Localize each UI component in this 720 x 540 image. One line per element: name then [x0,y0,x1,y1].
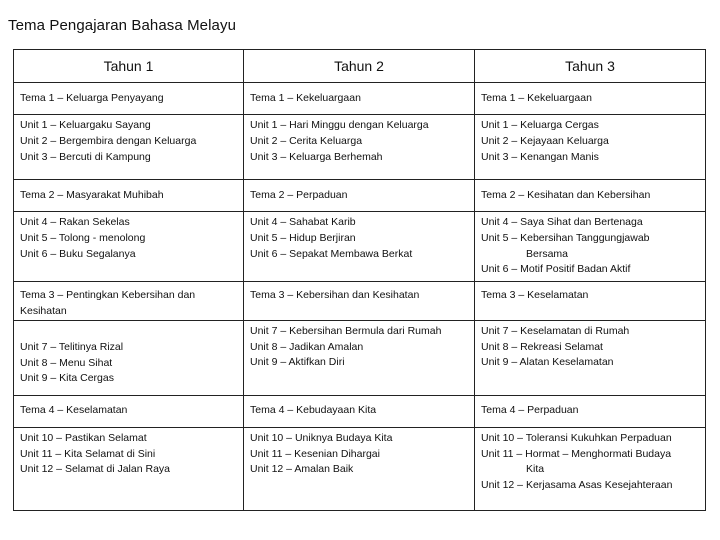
tema-cell: Tema 3 – Kebersihan dan Kesihatan [244,282,475,321]
unit-line: Unit 6 – Motif Positif Badan Aktif [481,263,631,276]
unit-line: Unit 12 – Kerjasama Asas Kesejahteraan [481,479,673,492]
unit-line: Unit 2 – Cerita Keluarga [250,134,363,147]
tema-cell: Tema 3 – Keselamatan [475,282,706,321]
unit-line: Unit 12 – Amalan Baik [250,463,354,476]
unit-line: Unit 2 – Kejayaan Keluarga [481,134,609,147]
units-cell [14,320,244,395]
header-tahun-2: Tahun 2 [244,50,475,83]
unit-line: Unit 8 – Jadikan Amalan [250,340,364,353]
tema-cell: Tema 1 – Keluarga Penyayang [14,83,244,115]
units-row [14,427,706,510]
unit-line: Unit 5 – Kebersihan Tanggungjawab [481,231,650,244]
units-row [14,115,706,180]
unit-line: Unit 7 – Telitinya Rizal [20,340,124,353]
unit-line: Unit 9 – Kita Cergas [20,372,114,385]
tema-cell: Tema 2 – Kesihatan dan Kebersihan [475,180,706,212]
units-cell [14,115,244,180]
tema-cell: Tema 1 – Kekeluargaan [475,83,706,115]
units-row [14,320,706,395]
units-cell [475,115,706,180]
tema-cell: Tema 4 – Kebudayaan Kita [244,395,475,427]
unit-line: Unit 2 – Bergembira dengan Keluarga [20,134,197,147]
units-cell [244,320,475,395]
unit-line: Unit 4 – Rakan Sekelas [20,216,130,228]
units-cell [475,320,706,395]
unit-line: Unit 6 – Buku Segalanya [20,247,136,260]
header-tahun-3: Tahun 3 [475,50,706,83]
tema-cell: Tema 2 – Perpaduan [244,180,475,212]
unit-line: Unit 11 – Kita Selamat di Sini [20,447,156,460]
tema-cell [14,282,244,321]
unit-line-continuation: Bersama [526,247,569,260]
page-title: Tema Pengajaran Bahasa Melayu [8,17,237,34]
unit-line: Unit 4 – Saya Sihat dan Bertenaga [481,216,643,228]
units-cell [244,115,475,180]
units-cell [475,427,706,510]
units-cell [475,212,706,282]
unit-line: Unit 1 – Keluargaku Sayang [20,119,151,131]
spacer [20,324,237,340]
units-row [14,212,706,282]
unit-line: Unit 4 – Sahabat Karib [250,216,356,228]
unit-line: Unit 1 – Hari Minggu dengan Keluarga [250,119,429,131]
unit-line: Unit 10 – Uniknya Budaya Kita [250,431,393,444]
unit-line-continuation: Kita [526,463,545,476]
header-row [14,50,706,83]
tema-cell: Tema 4 – Keselamatan [14,395,244,427]
units-cell [244,212,475,282]
unit-line: Unit 11 – Kesenian Dihargai [250,447,380,460]
unit-line: Unit 6 – Sepakat Membawa Berkat [250,247,413,260]
unit-line: Unit 3 – Kenangan Manis [481,150,599,163]
unit-line: Unit 10 – Toleransi Kukuhkan Perpaduan [481,431,672,444]
unit-line: Unit 9 – Alatan Keselamatan [481,356,614,369]
tema-cell: Tema 4 – Perpaduan [475,395,706,427]
unit-line: Unit 8 – Rekreasi Selamat [481,340,603,353]
unit-line: Unit 3 – Bercuti di Kampung [20,150,151,163]
units-cell [14,427,244,510]
unit-line: Unit 11 – Hormat – Menghormati Budaya [481,447,672,460]
tema-row [14,180,706,212]
unit-line: Unit 9 – Aktifkan Diri [250,356,345,369]
tema-row [14,395,706,427]
unit-line: Unit 7 – Kebersihan Bermula dari Rumah [250,324,442,337]
header-tahun-1: Tahun 1 [14,50,244,83]
tema-label: Tema 3 – Pentingkan Kebersihan dan Kesihatan [20,289,196,317]
tema-cell: Tema 2 – Masyarakat Muhibah [14,180,244,212]
unit-line: Unit 5 – Tolong - menolong [20,231,146,244]
theme-table [13,49,706,511]
unit-line: Unit 3 – Keluarga Berhemah [250,150,383,163]
tema-row [14,282,706,321]
unit-line: Unit 8 – Menu Sihat [20,356,113,369]
units-cell [244,427,475,510]
unit-line: Unit 10 – Pastikan Selamat [20,431,147,444]
unit-line: Unit 12 – Selamat di Jalan Raya [20,463,170,476]
unit-line: Unit 5 – Hidup Berjiran [250,231,356,244]
tema-row [14,83,706,115]
unit-line: Unit 1 – Keluarga Cergas [481,119,599,131]
tema-cell: Tema 1 – Kekeluargaan [244,83,475,115]
unit-line: Unit 7 – Keselamatan di Rumah [481,324,630,337]
units-cell [14,212,244,282]
